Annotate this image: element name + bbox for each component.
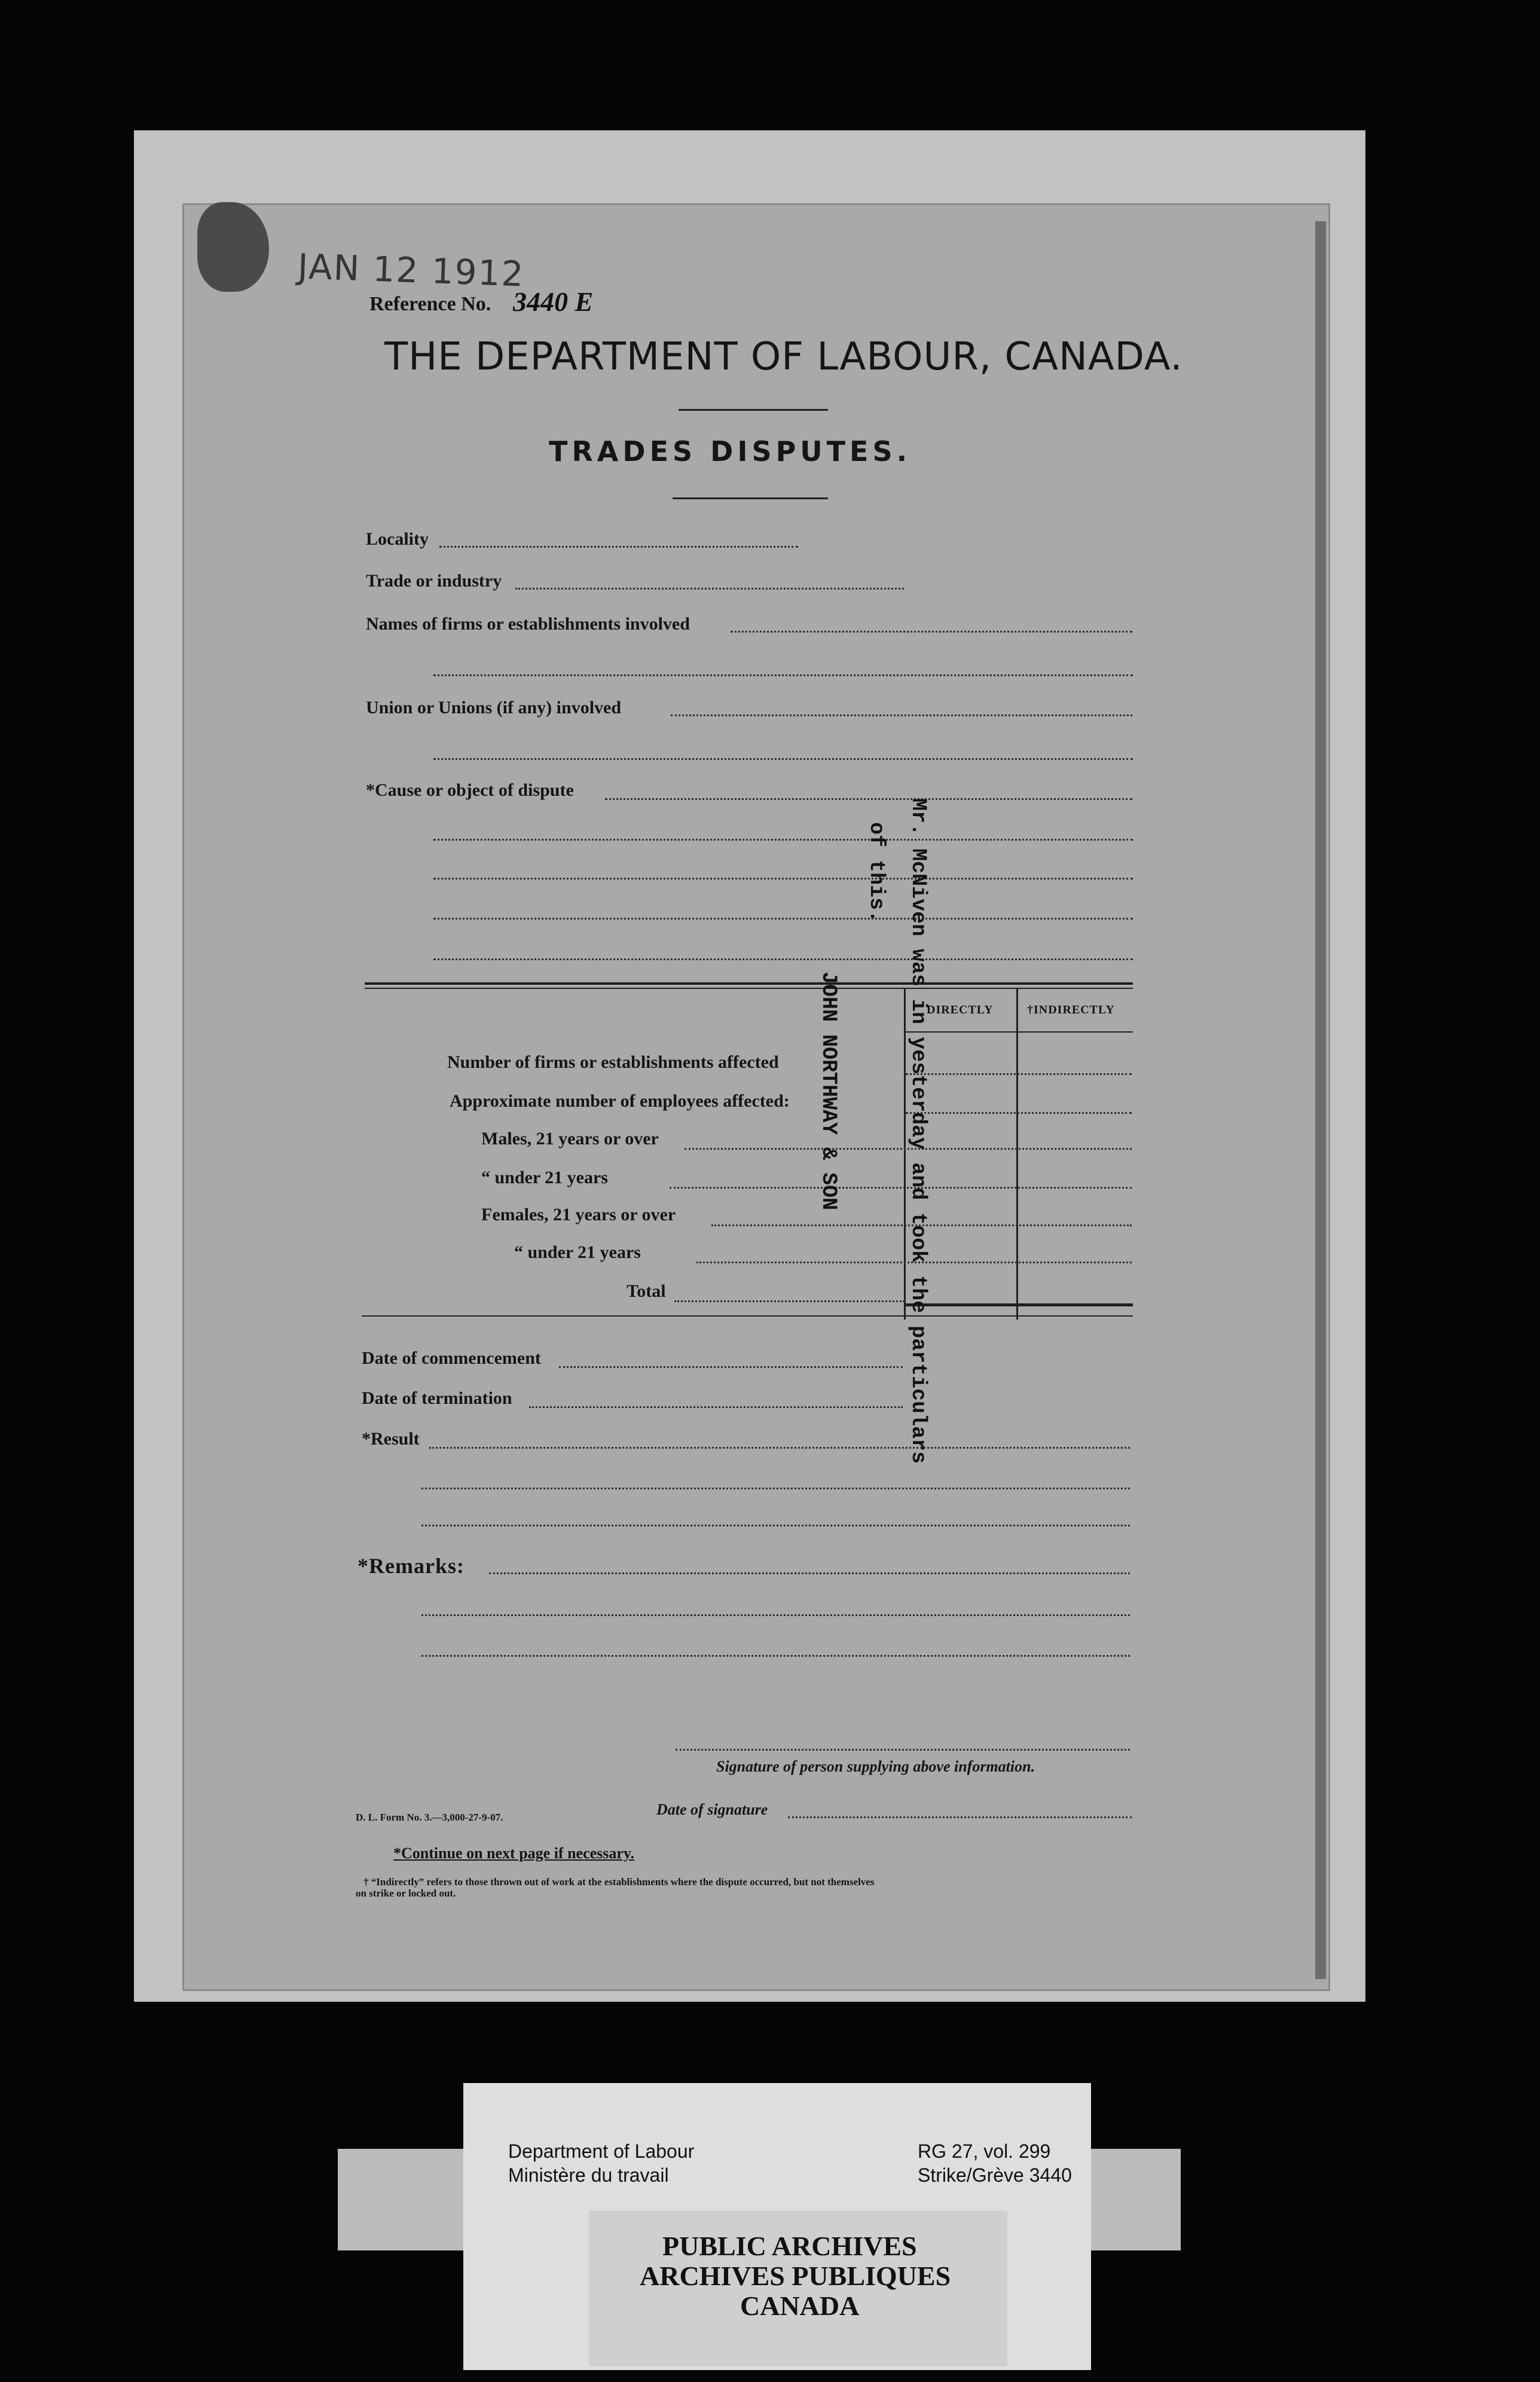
row-females-over-21: Females, 21 years or over bbox=[481, 1205, 676, 1224]
reference-number: 3440 E bbox=[513, 286, 594, 317]
termination-label: Date of termination bbox=[362, 1388, 512, 1408]
date-of-signature-label: Date of signature bbox=[656, 1801, 768, 1818]
unions-line-1 bbox=[671, 714, 1132, 716]
sheet-edge-shadow bbox=[1315, 221, 1326, 1979]
archive-title-fr: ARCHIVES PUBLIQUES bbox=[640, 2261, 951, 2291]
row-males-under-21: “ under 21 years bbox=[481, 1168, 608, 1187]
row-firms-affected: Number of firms or establishments affected bbox=[447, 1052, 779, 1072]
row-females-under-21: “ under 21 years bbox=[514, 1242, 641, 1262]
signature-line bbox=[676, 1749, 1130, 1751]
result-line-1 bbox=[429, 1447, 1130, 1449]
row-total: Total bbox=[627, 1281, 666, 1301]
result-label: *Result bbox=[362, 1429, 420, 1449]
firms-line-1 bbox=[731, 631, 1132, 633]
result-line-3 bbox=[421, 1525, 1130, 1526]
stain-mark bbox=[197, 202, 269, 292]
result-line-2 bbox=[421, 1488, 1130, 1489]
cause-line-1 bbox=[605, 798, 1132, 800]
firms-label: Names of firms or establishments involved bbox=[366, 614, 690, 634]
remarks-label: *Remarks: bbox=[358, 1554, 465, 1578]
table-header-rule bbox=[904, 1031, 1133, 1033]
title-divider bbox=[679, 409, 828, 411]
unions-label: Union or Unions (if any) involved bbox=[366, 698, 622, 717]
cause-line-3 bbox=[433, 878, 1133, 879]
archive-dept-en: Department of Labour bbox=[508, 2140, 695, 2162]
col-indirectly: †INDIRECTLY bbox=[1027, 1003, 1115, 1016]
archive-rg-volume: RG 27, vol. 299 bbox=[918, 2140, 1051, 2162]
table-col-divider-1 bbox=[904, 988, 906, 1320]
archive-title-en: PUBLIC ARCHIVES bbox=[662, 2231, 917, 2261]
table-bottom-rule bbox=[362, 1315, 1133, 1317]
page-title: THE DEPARTMENT OF LABOUR, CANADA. bbox=[384, 335, 1183, 379]
commencement-line bbox=[559, 1366, 903, 1368]
row-employees-affected: Approximate number of employees affected: bbox=[450, 1091, 790, 1111]
cause-label: *Cause or object of dispute bbox=[366, 780, 574, 800]
cause-line-5 bbox=[433, 958, 1133, 960]
table-line-7 bbox=[674, 1300, 905, 1302]
table-col-divider-2 bbox=[1016, 988, 1018, 1320]
table-line-2 bbox=[906, 1112, 1132, 1114]
trade-line bbox=[515, 588, 904, 590]
archive-title-country: CANADA bbox=[740, 2291, 860, 2321]
archive-strike-number: Strike/Grève 3440 bbox=[918, 2164, 1072, 2186]
cause-line-2 bbox=[433, 839, 1133, 841]
signature-label: Signature of person supplying above information. bbox=[716, 1758, 1035, 1775]
table-line-1 bbox=[906, 1073, 1132, 1075]
footnote-line-1: † “Indirectly” refers to those thrown out of work at the establishments where the dispute occurred, but not themselves bbox=[363, 1876, 875, 1888]
commencement-label: Date of commencement bbox=[362, 1348, 541, 1368]
archive-dept-fr: Ministère du travail bbox=[508, 2164, 669, 2186]
termination-line bbox=[529, 1406, 903, 1408]
date-stamp: JAN 12 1912 bbox=[297, 246, 525, 295]
col-directly: DIRECTLY bbox=[927, 1003, 994, 1016]
trade-label: Trade or industry bbox=[366, 571, 502, 591]
remarks-line-2 bbox=[421, 1614, 1130, 1616]
firms-line-2 bbox=[433, 674, 1133, 676]
typed-note-line-2: of this. bbox=[864, 822, 888, 923]
form-number: D. L. Form No. 3.—3,000-27-9-07. bbox=[356, 1812, 503, 1823]
continue-note: *Continue on next page if necessary. bbox=[393, 1844, 634, 1862]
subtitle-divider bbox=[673, 497, 828, 499]
form-subtitle: TRADES DISPUTES. bbox=[549, 435, 912, 468]
table-line-4 bbox=[670, 1187, 1132, 1189]
footnote-line-2: on strike or locked out. bbox=[356, 1888, 456, 1899]
typed-firm-name: JOHN NORTHWAY & SON bbox=[817, 972, 841, 1211]
remarks-line-3 bbox=[421, 1655, 1130, 1657]
remarks-line-1 bbox=[489, 1572, 1130, 1574]
reference-label: Reference No. bbox=[369, 293, 491, 315]
typed-note-line-1: Mr. McNiven was in yesterday and took the particulars bbox=[906, 798, 930, 1464]
date-of-signature-line bbox=[788, 1816, 1132, 1818]
total-rule bbox=[906, 1303, 1133, 1306]
row-males-over-21: Males, 21 years or over bbox=[481, 1129, 659, 1149]
table-top-rule bbox=[365, 982, 1133, 985]
locality-label: Locality bbox=[366, 529, 429, 549]
cause-line-4 bbox=[433, 918, 1133, 920]
unions-line-2 bbox=[433, 758, 1133, 760]
locality-line bbox=[439, 546, 798, 548]
